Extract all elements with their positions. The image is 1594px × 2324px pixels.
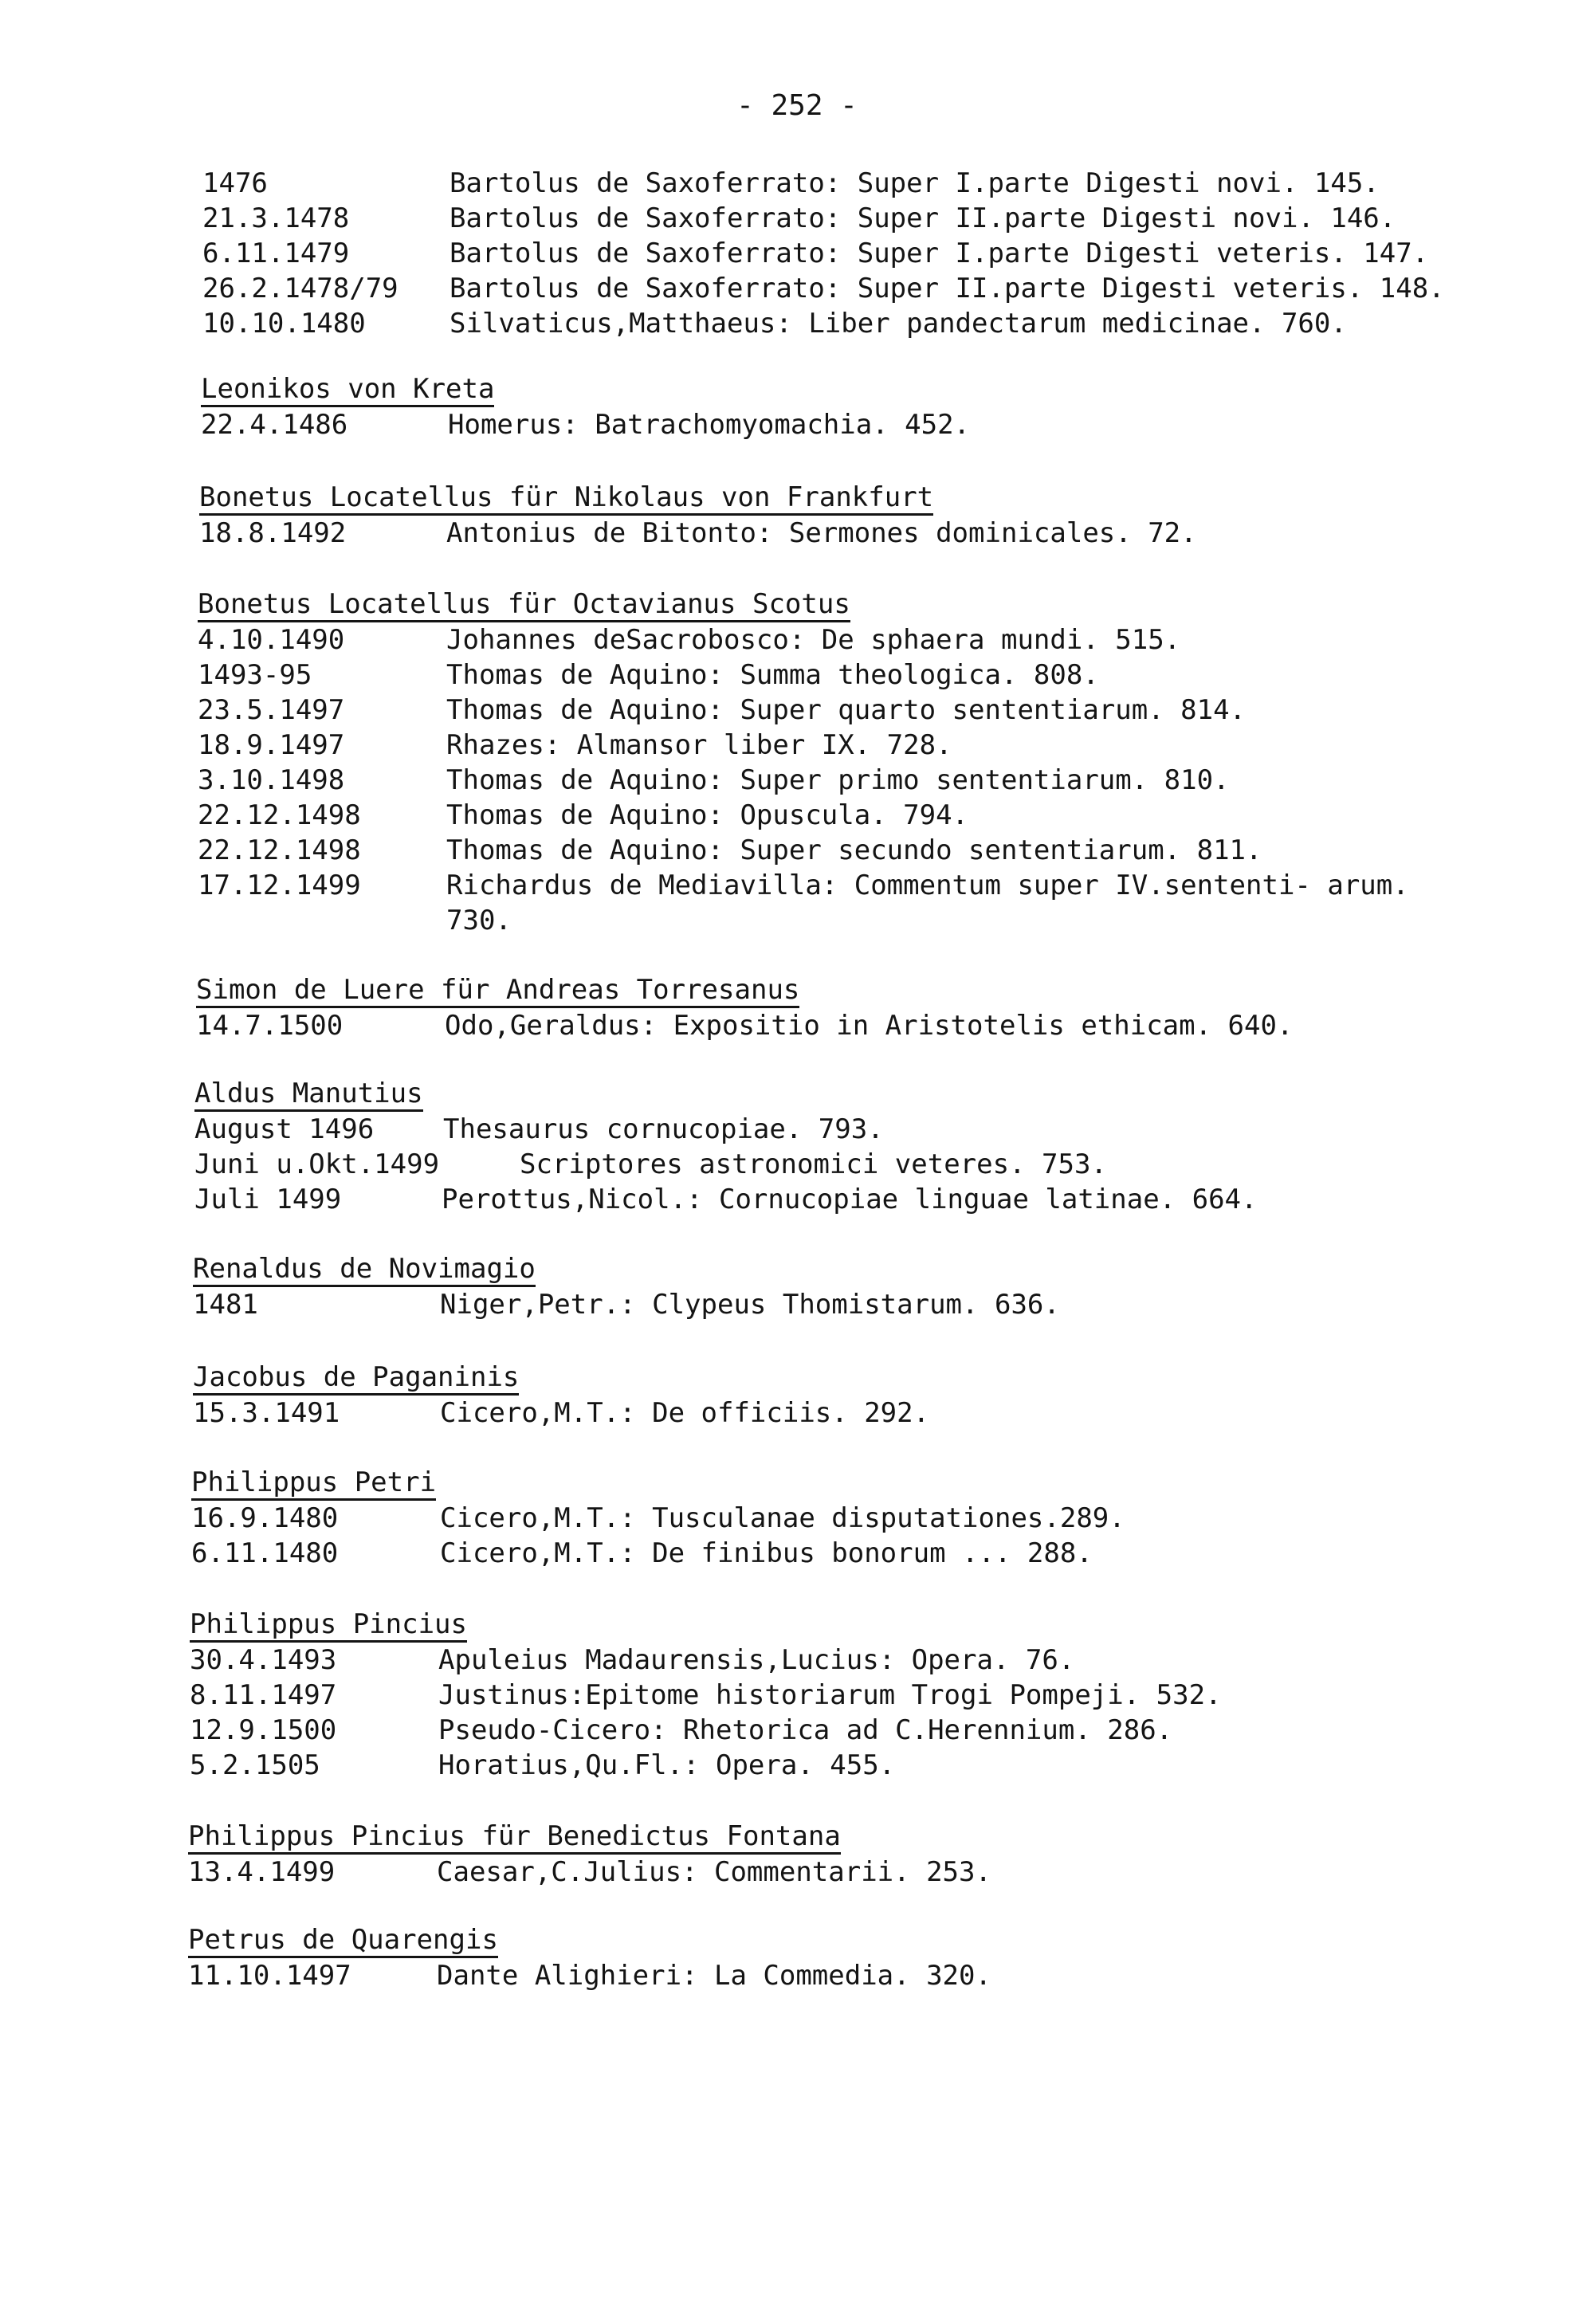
entry-text: Pseudo-Cicero: Rhetorica ad C.Herennium. 286. xyxy=(438,1714,1173,1746)
entry-date: August 1496 xyxy=(194,1113,375,1145)
entry-text: Niger,Petr.: Clypeus Thomistarum. 636. xyxy=(440,1289,1060,1321)
entry-row xyxy=(193,1287,1476,1322)
section-philippus-petri xyxy=(191,1466,1474,1571)
entry-row xyxy=(198,833,1481,868)
section-heading: Aldus Manutius xyxy=(194,1078,423,1112)
entry-text: Homerus: Batrachomyomachia. 452. xyxy=(448,409,971,441)
entry-date: 11.10.1497 xyxy=(188,1960,351,1992)
entry-row xyxy=(190,1678,1473,1713)
entry-date: 23.5.1497 xyxy=(198,694,345,726)
entry-date: 1476 xyxy=(202,167,268,199)
entry-row xyxy=(196,1008,1479,1043)
section-heading: Leonikos von Kreta xyxy=(201,374,494,407)
section-leonikos xyxy=(201,373,1484,442)
entry-text: Bartolus de Saxoferrato: Super II.parte Digesti novi. 146. xyxy=(450,202,1396,234)
entry-text: Thomas de Aquino: Super secundo sententiarum. 811. xyxy=(446,834,1262,866)
entry-row xyxy=(190,1713,1473,1748)
section-philippus-pincius xyxy=(190,1608,1473,1783)
entry-text: Thomas de Aquino: Summa theologica. 808. xyxy=(446,659,1099,691)
entry-row xyxy=(190,1643,1473,1678)
entry-text: Dante Alighieri: La Commedia. 320. xyxy=(437,1960,991,1992)
entry-row xyxy=(202,166,1486,201)
entry-date: 22.12.1498 xyxy=(198,834,361,866)
section-heading: Jacobus de Paganinis xyxy=(193,1362,519,1396)
entry-date: 4.10.1490 xyxy=(198,624,345,656)
entry-row xyxy=(202,236,1486,271)
entry-date: 13.4.1499 xyxy=(188,1856,336,1888)
entry-text: Scriptores astronomici veteres. 753. xyxy=(520,1148,1107,1180)
entry-date: 18.9.1497 xyxy=(198,729,345,761)
entry-text: Rhazes: Almansor liber IX. 728. xyxy=(446,729,952,761)
section-luere-torresanus xyxy=(196,974,1479,1043)
entry-row xyxy=(198,658,1481,693)
entry-row xyxy=(194,1112,1478,1147)
section-quarengis xyxy=(188,1924,1471,1993)
entry-text: Silvaticus,Matthaeus: Liber pandectarum medicinae. 760. xyxy=(450,308,1347,340)
entry-row xyxy=(201,407,1484,442)
entry-date: 10.10.1480 xyxy=(202,308,366,340)
entry-text: Bartolus de Saxoferrato: Super I.parte Digesti veteris. 147. xyxy=(450,238,1429,269)
entry-date: 21.3.1478 xyxy=(202,202,350,234)
entry-text: Horatius,Qu.Fl.: Opera. 455. xyxy=(438,1749,896,1781)
entry-text: Cicero,M.T.: De officiis. 292. xyxy=(440,1397,930,1429)
section-heading: Philippus Pincius für Benedictus Fontana xyxy=(188,1821,841,1855)
entry-row xyxy=(198,868,1481,938)
entry-text: Cicero,M.T.: De finibus bonorum ... 288. xyxy=(440,1537,1093,1569)
entry-text: Cicero,M.T.: Tusculanae disputationes.289. xyxy=(440,1502,1125,1534)
entry-row xyxy=(194,1147,1478,1182)
section-renaldus xyxy=(193,1253,1476,1322)
entry-row xyxy=(198,728,1481,763)
section-heading: Philippus Petri xyxy=(191,1467,436,1501)
entry-text: Caesar,C.Julius: Commentarii. 253. xyxy=(437,1856,991,1888)
section-heading: Simon de Luere für Andreas Torresanus xyxy=(196,975,799,1008)
entry-text: Bartolus de Saxoferrato: Super I.parte Digesti novi. 145. xyxy=(450,167,1380,199)
section-continuation xyxy=(202,166,1486,341)
section-heading: Petrus de Quarengis xyxy=(188,1925,498,1958)
entry-date: 3.10.1498 xyxy=(198,764,345,796)
entry-text: Apuleius Madaurensis,Lucius: Opera. 76. xyxy=(438,1644,1075,1676)
entry-text: Thomas de Aquino: Super primo sententiarum. 810. xyxy=(446,764,1230,796)
section-heading: Philippus Pincius xyxy=(190,1609,467,1643)
entry-text: Justinus:Epitome historiarum Trogi Pompeji. 532. xyxy=(438,1679,1222,1711)
entry-date: Juni u.Okt.1499 xyxy=(194,1148,440,1180)
entry-date: 14.7.1500 xyxy=(196,1010,344,1042)
section-pincius-fontana xyxy=(188,1820,1471,1890)
entry-date: Juli 1499 xyxy=(194,1184,342,1215)
entry-text: Thesaurus cornucopiae. 793. xyxy=(443,1113,884,1145)
section-aldus-manutius xyxy=(194,1078,1478,1217)
entry-date: 1493-95 xyxy=(198,659,312,691)
entry-text: Antonius de Bitonto: Sermones dominicales. 72. xyxy=(446,517,1197,549)
entry-date: 30.4.1493 xyxy=(190,1644,337,1676)
section-heading: Bonetus Locatellus für Octavianus Scotus xyxy=(198,589,850,622)
entry-row xyxy=(198,798,1481,833)
entry-date: 26.2.1478/79 xyxy=(202,273,398,304)
entry-row xyxy=(198,622,1481,658)
entry-row xyxy=(190,1748,1473,1783)
entry-row xyxy=(202,201,1486,236)
entry-row xyxy=(202,271,1486,306)
entry-row xyxy=(188,1958,1471,1993)
section-locatellus-frankfurt xyxy=(199,481,1482,551)
entry-date: 8.11.1497 xyxy=(190,1679,337,1711)
section-heading: Renaldus de Novimagio xyxy=(193,1254,536,1287)
entry-text: Perottus,Nicol.: Cornucopiae linguae latinae. 664. xyxy=(442,1184,1258,1215)
entry-row xyxy=(202,306,1486,341)
entry-date: 17.12.1499 xyxy=(198,870,361,901)
section-paganinis xyxy=(193,1361,1476,1431)
entry-row xyxy=(193,1396,1476,1431)
entry-date: 6.11.1479 xyxy=(202,238,350,269)
entry-date: 1481 xyxy=(193,1289,258,1321)
entry-date: 22.4.1486 xyxy=(201,409,348,441)
entry-text: Thomas de Aquino: Opuscula. 794. xyxy=(446,799,969,831)
entry-text: Thomas de Aquino: Super quarto sententiarum. 814. xyxy=(446,694,1247,726)
section-locatellus-scotus xyxy=(198,588,1481,938)
entry-row xyxy=(199,516,1482,551)
entry-date: 18.8.1492 xyxy=(199,517,347,549)
page-number: - 252 - xyxy=(736,89,858,122)
entry-text: Odo,Geraldus: Expositio in Aristotelis ethicam. 640. xyxy=(445,1010,1294,1042)
entry-date: 12.9.1500 xyxy=(190,1714,337,1746)
entry-date: 6.11.1480 xyxy=(191,1537,339,1569)
entry-text: Richardus de Mediavilla: Commentum super IV.sententi- arum. 730. xyxy=(446,870,1409,936)
entry-date: 15.3.1491 xyxy=(193,1397,340,1429)
entry-row xyxy=(198,763,1481,798)
entry-date: 16.9.1480 xyxy=(191,1502,339,1534)
section-heading: Bonetus Locatellus für Nikolaus von Frankfurt xyxy=(199,482,933,516)
entry-text: Bartolus de Saxoferrato: Super II.parte Digesti veteris. 148. xyxy=(450,273,1445,304)
entry-row xyxy=(188,1855,1471,1890)
entry-row xyxy=(191,1536,1474,1571)
entry-date: 22.12.1498 xyxy=(198,799,361,831)
entry-row xyxy=(194,1182,1478,1217)
entry-date: 5.2.1505 xyxy=(190,1749,320,1781)
entry-text: Johannes deSacrobosco: De sphaera mundi. 515. xyxy=(446,624,1181,656)
entry-row xyxy=(198,693,1481,728)
entry-row xyxy=(191,1501,1474,1536)
